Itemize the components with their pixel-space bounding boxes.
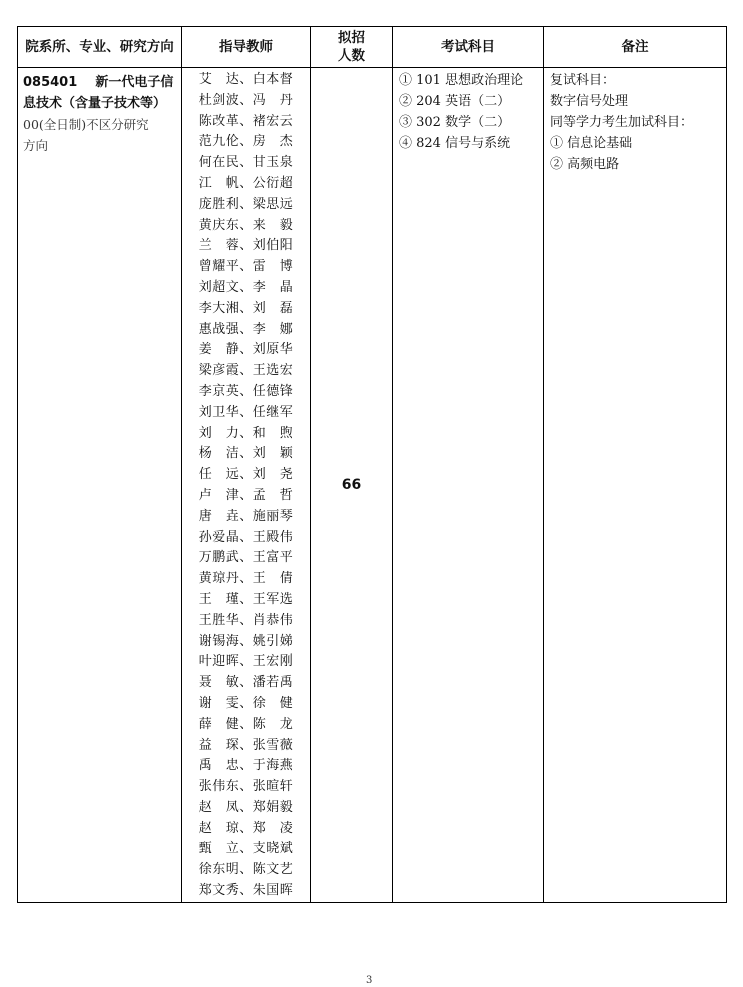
advisor-name: 王殿伟 (252, 529, 294, 545)
advisor-separator: 、 (239, 799, 253, 815)
remark-line-5: ② 高频电路 (550, 157, 620, 172)
advisor-name: 梁思远 (252, 196, 294, 212)
advisor-row (182, 361, 310, 382)
advisor-name: 褚宏云 (252, 113, 294, 129)
advisor-row (182, 756, 310, 777)
advisor-separator: 、 (239, 695, 253, 711)
advisor-separator: 、 (239, 675, 253, 691)
advisor-name: 王胜华 (198, 612, 240, 628)
remark-line-2: 数字信号处理 (550, 94, 629, 109)
advisor-separator: 、 (239, 446, 253, 462)
advisor-name: 支晓斌 (252, 841, 294, 857)
enrollment-table (17, 26, 727, 903)
advisor-separator: 、 (239, 571, 253, 587)
advisor-row (182, 132, 310, 153)
advisor-row (182, 236, 310, 257)
exam-subject-2: ② 204 英语（二） (399, 94, 511, 109)
advisor-name: 聂 敏 (198, 675, 240, 691)
advisor-name: 陈改革 (198, 113, 240, 129)
advisor-row (182, 340, 310, 361)
advisor-row (182, 320, 310, 341)
advisor-row (182, 590, 310, 611)
advisor-separator: 、 (239, 342, 253, 358)
header-department: 院系所、专业、研究方向 (18, 27, 182, 68)
header-quota-line1: 拟招 (338, 30, 365, 46)
advisor-row (182, 507, 310, 528)
study-mode-line1: 00(全日制)不区分研究 (23, 117, 149, 132)
advisor-name: 刘原华 (252, 342, 294, 358)
advisor-row (182, 860, 310, 881)
advisor-separator: 、 (239, 529, 253, 545)
advisor-separator: 、 (239, 591, 253, 607)
advisor-separator: 、 (239, 633, 253, 649)
advisor-list (182, 70, 310, 902)
advisor-name: 甘玉泉 (252, 155, 294, 171)
advisor-name: 肖恭伟 (252, 612, 294, 628)
advisor-separator: 、 (239, 321, 253, 337)
advisor-row (182, 153, 310, 174)
advisor-row (182, 216, 310, 237)
advisor-row (182, 528, 310, 549)
advisor-name: 白本督 (252, 72, 294, 87)
advisor-row (182, 444, 310, 465)
advisor-row (182, 257, 310, 278)
advisor-row (182, 174, 310, 195)
advisor-separator: 、 (239, 92, 253, 108)
advisor-separator: 、 (239, 508, 253, 524)
advisor-name: 万鹏武 (198, 550, 240, 566)
advisor-row (182, 424, 310, 445)
advisor-name: 黄琼丹 (198, 571, 240, 587)
advisor-separator: 、 (239, 383, 253, 399)
advisor-name: 雷 博 (252, 259, 294, 275)
advisor-separator: 、 (239, 716, 253, 732)
advisor-name: 施丽琴 (252, 508, 294, 524)
advisor-name: 王军选 (252, 591, 294, 607)
advisor-row (182, 299, 310, 320)
advisor-separator: 、 (239, 155, 253, 171)
advisor-name: 郑文秀 (198, 883, 240, 899)
advisor-separator: 、 (239, 134, 253, 150)
advisor-name: 杨 洁 (198, 446, 240, 462)
quota-cell (311, 68, 393, 903)
advisor-name: 唐 垚 (198, 508, 240, 524)
advisor-name: 李京英 (198, 383, 240, 399)
advisor-separator: 、 (239, 862, 253, 878)
advisor-separator: 、 (239, 238, 253, 254)
advisor-name: 徐东明 (198, 862, 240, 878)
advisor-row (182, 736, 310, 757)
advisor-separator: 、 (239, 883, 253, 899)
advisor-name: 公衍超 (252, 175, 294, 191)
advisor-row (182, 839, 310, 860)
advisor-name: 赵 凤 (198, 799, 240, 815)
advisor-separator: 、 (239, 113, 253, 129)
advisor-separator: 、 (239, 404, 253, 420)
advisor-name: 黄庆东 (198, 217, 240, 233)
advisor-row (182, 548, 310, 569)
advisor-name: 谢锡海 (198, 633, 240, 649)
advisor-name: 和 煦 (252, 425, 294, 441)
advisor-name: 卢 津 (198, 487, 240, 503)
advisor-name: 房 杰 (252, 134, 294, 150)
advisor-name: 禹 忠 (198, 758, 240, 774)
advisor-name: 艾 达 (198, 72, 240, 87)
advisor-separator: 、 (239, 654, 253, 670)
exam-subjects-cell (393, 68, 544, 903)
advisors-cell (182, 68, 311, 903)
advisor-name: 杜剑波 (198, 92, 240, 108)
advisor-name: 范九伦 (198, 134, 240, 150)
advisor-name: 赵 琼 (198, 820, 240, 836)
advisor-name: 李 晶 (252, 279, 294, 295)
advisor-separator: 、 (239, 217, 253, 233)
advisor-name: 谢 雯 (198, 695, 240, 711)
header-row (18, 27, 727, 68)
advisor-separator: 、 (239, 363, 253, 379)
advisor-name: 刘 力 (198, 425, 240, 441)
quota-value: 66 (341, 476, 362, 493)
advisor-name: 任 远 (198, 467, 240, 483)
advisor-name: 张暄轩 (252, 779, 294, 795)
advisor-name: 李大湘 (198, 300, 240, 316)
advisor-row (182, 112, 310, 133)
advisor-name: 刘伯阳 (252, 238, 294, 254)
advisor-name: 江 帆 (198, 175, 240, 191)
study-mode-line2: 方向 (23, 138, 49, 153)
advisor-row (182, 798, 310, 819)
advisor-separator: 、 (239, 841, 253, 857)
advisor-name: 王宏刚 (252, 654, 294, 670)
exam-subject-3: ③ 302 数学（二） (399, 115, 511, 130)
program-name-part1: 新一代电子信 (95, 75, 174, 90)
advisor-row (182, 486, 310, 507)
advisor-name: 梁彦霞 (198, 363, 240, 379)
advisor-row (182, 403, 310, 424)
advisor-name: 来 毅 (252, 217, 294, 233)
advisor-name: 叶迎晖 (198, 654, 240, 670)
advisor-name: 郑娟毅 (252, 799, 294, 815)
advisor-name: 刘卫华 (198, 404, 240, 420)
advisor-row (182, 819, 310, 840)
advisor-row (182, 195, 310, 216)
exam-subject-1: ① 101 思想政治理论 (399, 73, 524, 88)
advisor-row (182, 694, 310, 715)
advisor-separator: 、 (239, 612, 253, 628)
header-exam-subjects: 考试科目 (393, 27, 544, 68)
advisor-name: 张雪薇 (252, 737, 294, 753)
advisor-name: 王 倩 (252, 571, 294, 587)
advisor-row (182, 91, 310, 112)
advisor-separator: 、 (239, 737, 253, 753)
header-quota (311, 27, 393, 68)
advisor-name: 刘 颖 (252, 446, 294, 462)
remark-line-3: 同等学力考生加试科目： (550, 115, 694, 130)
advisor-name: 徐 健 (252, 695, 294, 711)
advisor-name: 庞胜利 (198, 196, 240, 212)
advisor-name: 王 瑾 (198, 591, 240, 607)
advisor-name: 孙爱晶 (198, 529, 240, 545)
header-advisors: 指导教师 (182, 27, 311, 68)
advisor-row (182, 632, 310, 653)
advisor-name: 陈文艺 (252, 862, 294, 878)
advisor-name: 朱国晖 (252, 883, 294, 899)
header-remarks: 备注 (544, 27, 727, 68)
advisor-name: 李 娜 (252, 321, 294, 337)
advisor-name: 冯 丹 (252, 92, 294, 108)
program-code-line (23, 72, 177, 93)
advisor-name: 刘超文 (198, 279, 240, 295)
advisor-separator: 、 (239, 758, 253, 774)
advisor-row (182, 611, 310, 632)
advisor-separator: 、 (239, 300, 253, 316)
advisor-row (182, 652, 310, 673)
advisor-name: 刘 磊 (252, 300, 294, 316)
advisor-name: 任继军 (252, 404, 294, 420)
advisor-separator: 、 (239, 259, 253, 275)
remarks-cell (544, 68, 727, 903)
advisor-name: 王选宏 (252, 363, 294, 379)
advisor-separator: 、 (239, 175, 253, 191)
advisor-row (182, 70, 310, 91)
advisor-name: 郑 凌 (252, 820, 294, 836)
advisor-separator: 、 (239, 279, 253, 295)
advisor-separator: 、 (239, 196, 253, 212)
advisor-name: 姜 静 (198, 342, 240, 358)
advisor-row (182, 278, 310, 299)
advisor-row (182, 715, 310, 736)
exam-subject-4: ④ 824 信号与系统 (399, 136, 511, 151)
program-cell (18, 68, 182, 903)
advisor-name: 兰 蓉 (198, 238, 240, 254)
advisor-row (182, 777, 310, 798)
advisor-name: 于海燕 (252, 758, 294, 774)
advisor-separator: 、 (239, 779, 253, 795)
advisor-name: 潘若禹 (252, 675, 294, 691)
advisor-separator: 、 (239, 820, 253, 836)
header-quota-line2: 人数 (338, 48, 365, 64)
advisor-separator: 、 (239, 467, 253, 483)
advisor-row (182, 465, 310, 486)
advisor-name: 益 琛 (198, 737, 240, 753)
program-code: 085401 (23, 75, 78, 90)
advisor-name: 张伟东 (198, 779, 240, 795)
advisor-name: 刘 尧 (252, 467, 294, 483)
advisor-separator: 、 (239, 425, 253, 441)
advisor-row (182, 382, 310, 403)
advisor-separator: 、 (239, 487, 253, 503)
program-row (18, 68, 727, 903)
advisor-row (182, 673, 310, 694)
advisor-name: 孟 哲 (252, 487, 294, 503)
advisor-row (182, 881, 310, 902)
advisor-name: 惠战强 (198, 321, 240, 337)
remark-line-1: 复试科目： (550, 73, 616, 88)
advisor-name: 曾耀平 (198, 259, 240, 275)
advisor-name: 任德锋 (252, 383, 294, 399)
advisor-name: 甄 立 (198, 841, 240, 857)
advisor-name: 薛 健 (198, 716, 240, 732)
advisor-name: 王富平 (252, 550, 294, 566)
advisor-row (182, 569, 310, 590)
advisor-separator: 、 (239, 72, 253, 87)
advisor-name: 何在民 (198, 155, 240, 171)
advisor-separator: 、 (239, 550, 253, 566)
remark-line-4: ① 信息论基础 (550, 136, 633, 151)
advisor-name: 姚引娣 (252, 633, 294, 649)
page-number: 3 (366, 975, 373, 986)
advisor-name: 陈 龙 (252, 716, 294, 732)
program-name-part2: 息技术（含量子技术等） (23, 96, 167, 111)
